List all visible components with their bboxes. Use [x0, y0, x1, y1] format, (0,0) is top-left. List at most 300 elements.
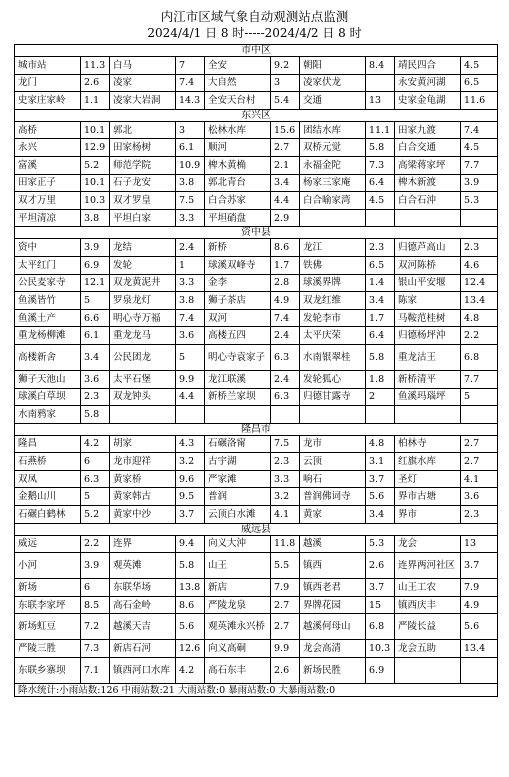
rainfall-value: 4.9 [271, 292, 300, 310]
table-row [15, 139, 498, 157]
rainfall-value: 13.8 [176, 579, 205, 597]
station-name: 双龙红维 [300, 292, 366, 310]
table-row [15, 453, 498, 471]
station-name: 富溪 [15, 156, 81, 174]
rainfall-value: 3.9 [81, 239, 110, 257]
station-name: 界市 [395, 506, 461, 524]
rainfall-value: 7.7 [461, 370, 498, 388]
rainfall-value: 11.3 [81, 57, 110, 75]
station-name: 镇西河口水库 [110, 658, 176, 684]
station-name [395, 658, 461, 684]
rainfall-value: 2.2 [461, 327, 498, 345]
rainfall-value: 8.6 [271, 239, 300, 257]
rainfall-value: 4.2 [81, 435, 110, 453]
station-name: 田家正子 [15, 174, 81, 192]
rainfall-value: 8.4 [366, 57, 395, 75]
station-name: 龙江联溪 [205, 370, 271, 388]
station-name: 全安 [205, 57, 271, 75]
station-name: 山王工农 [395, 579, 461, 597]
rainfall-value: 6.1 [176, 139, 205, 157]
section-header-row [15, 109, 498, 121]
station-name: 金鹅山川 [15, 488, 81, 506]
rainfall-value: 2.6 [366, 553, 395, 579]
station-name [300, 406, 366, 424]
table-row [15, 388, 498, 406]
station-name: 柏林寺 [395, 435, 461, 453]
station-name: 双才万里 [15, 192, 81, 210]
station-name: 黄家韩古 [110, 488, 176, 506]
station-name: 双龙黄泥井 [110, 274, 176, 292]
rainfall-value: 6.3 [271, 344, 300, 370]
station-name: 铁佛 [300, 256, 366, 274]
rainfall-value: 13.4 [461, 292, 498, 310]
table-row [15, 292, 498, 310]
rainfall-value: 2.3 [81, 388, 110, 406]
section-header-row [15, 423, 498, 435]
station-name: 鱼溪土产 [15, 309, 81, 327]
station-name: 白合苏家 [205, 192, 271, 210]
station-name: 重龙龙马 [110, 327, 176, 345]
rainfall-value: 2.6 [81, 74, 110, 92]
rainfall-value: 5 [81, 292, 110, 310]
rainfall-value [461, 406, 498, 424]
rainfall-value: 1 [176, 256, 205, 274]
station-name: 发轮 [110, 256, 176, 274]
rainfall-value: 6.9 [366, 658, 395, 684]
station-name: 连界两河社区 [395, 553, 461, 579]
rainfall-value: 3.7 [176, 506, 205, 524]
rainfall-value: 7.3 [81, 640, 110, 658]
rainfall-value: 5 [176, 344, 205, 370]
rainfall-value: 3 [176, 121, 205, 139]
station-name: 东联华场 [110, 579, 176, 597]
section-name: 隆昌市 [15, 423, 498, 435]
rainfall-value: 3.8 [81, 209, 110, 227]
rainfall-value: 4.3 [176, 435, 205, 453]
station-name: 重龙沽王 [395, 344, 461, 370]
rainfall-value: 7 [176, 57, 205, 75]
station-name: 大自然 [205, 74, 271, 92]
table-row [15, 435, 498, 453]
rainfall-value: 10.1 [81, 174, 110, 192]
rainfall-value: 9.6 [176, 470, 205, 488]
table-row [15, 658, 498, 684]
rainfall-value: 6.5 [366, 256, 395, 274]
rainfall-value: 3.3 [176, 209, 205, 227]
rainfall-value: 3.1 [366, 453, 395, 471]
station-name: 小河 [15, 553, 81, 579]
station-name: 郭北 [110, 121, 176, 139]
rainfall-value: 10.3 [366, 640, 395, 658]
table-row [15, 640, 498, 658]
rainfall-value [271, 406, 300, 424]
table-row [15, 327, 498, 345]
station-name: 新场民胜 [300, 658, 366, 684]
rainfall-value: 3.9 [461, 174, 498, 192]
station-name: 归德甘露寺 [300, 388, 366, 406]
rainfall-value: 6.8 [461, 344, 498, 370]
station-name: 平坦清凉 [15, 209, 81, 227]
station-name: 高桥 [15, 121, 81, 139]
rainfall-value: 2.4 [271, 370, 300, 388]
rainfall-value: 5.3 [366, 535, 395, 553]
rainfall-value [461, 658, 498, 684]
rainfall-value: 13 [461, 535, 498, 553]
rainfall-value: 4.4 [271, 192, 300, 210]
station-name: 云顶白水滩 [205, 506, 271, 524]
page-title: 内江市区域气象自动观测站点监测 [160, 9, 349, 24]
station-name: 顺河 [205, 139, 271, 157]
station-name: 高楼新舍 [15, 344, 81, 370]
station-name: 云顶 [300, 453, 366, 471]
rainfall-value: 1.1 [81, 92, 110, 110]
section-header-row [15, 45, 498, 57]
table-row [15, 209, 498, 227]
station-name: 龙市迎祥 [110, 453, 176, 471]
rainfall-value: 7.4 [461, 121, 498, 139]
rainfall-value: 3.8 [176, 292, 205, 310]
rainfall-value: 6.6 [81, 309, 110, 327]
station-name: 胡家 [110, 435, 176, 453]
rainfall-value: 9.9 [176, 370, 205, 388]
rainfall-value: 1.4 [366, 274, 395, 292]
rainfall-value: 3.2 [271, 488, 300, 506]
rainfall-value: 3.4 [366, 506, 395, 524]
rainfall-value: 5.8 [366, 139, 395, 157]
station-name: 史家金龟湖 [395, 92, 461, 110]
station-name: 观英滩 [110, 553, 176, 579]
station-name: 平坦硝盘 [205, 209, 271, 227]
station-name: 双河陈桥 [395, 256, 461, 274]
station-name: 资中 [15, 239, 81, 257]
station-table [14, 44, 498, 697]
rainfall-value: 3 [271, 74, 300, 92]
rainfall-value: 5.8 [81, 406, 110, 424]
station-name: 向义大沖 [205, 535, 271, 553]
station-name: 新店石河 [110, 640, 176, 658]
station-name: 凌家 [110, 74, 176, 92]
rainfall-value: 2.1 [271, 156, 300, 174]
rainfall-value: 4.1 [271, 506, 300, 524]
rainfall-value: 3.6 [81, 370, 110, 388]
rainfall-value: 2.8 [271, 274, 300, 292]
rainfall-value: 2.7 [461, 453, 498, 471]
rainfall-value: 3.4 [271, 174, 300, 192]
rainfall-value: 4.2 [176, 658, 205, 684]
station-name: 白合石沖 [395, 192, 461, 210]
table-row [15, 92, 498, 110]
rainfall-value: 4.1 [461, 470, 498, 488]
rainfall-value: 8.5 [81, 596, 110, 614]
station-name: 严陵三胜 [15, 640, 81, 658]
station-name: 界牌花园 [300, 596, 366, 614]
table-row [15, 57, 498, 75]
rainfall-value: 7.3 [366, 156, 395, 174]
rainfall-value: 12.4 [461, 274, 498, 292]
station-name: 归德芦高山 [395, 239, 461, 257]
rainfall-value: 4.5 [461, 57, 498, 75]
station-name: 石子龙安 [110, 174, 176, 192]
station-name: 双才罗皇 [110, 192, 176, 210]
station-name: 陈家 [395, 292, 461, 310]
rainfall-value: 4.4 [176, 388, 205, 406]
station-name: 金李 [205, 274, 271, 292]
station-name: 团结水库 [300, 121, 366, 139]
station-name: 东联李家坪 [15, 596, 81, 614]
station-name: 交通 [300, 92, 366, 110]
rainfall-value: 7.5 [176, 192, 205, 210]
station-name [205, 406, 271, 424]
station-name: 新桥清平 [395, 370, 461, 388]
rainfall-value: 2.3 [366, 239, 395, 257]
rainfall-value: 5.8 [366, 344, 395, 370]
station-name: 龙门 [15, 74, 81, 92]
station-name: 归德杨坪沖 [395, 327, 461, 345]
rainfall-value: 5.8 [176, 553, 205, 579]
rainfall-value: 13 [366, 92, 395, 110]
rainfall-value: 11.8 [271, 535, 300, 553]
station-name: 鱼溪玛瑙坪 [395, 388, 461, 406]
rainfall-value: 7.1 [81, 658, 110, 684]
station-name: 山王 [205, 553, 271, 579]
rainfall-value: 3.6 [176, 327, 205, 345]
section-name: 威远县 [15, 523, 498, 535]
station-name: 白马 [110, 57, 176, 75]
rainfall-value: 3.7 [366, 579, 395, 597]
rainfall-value: 14.3 [176, 92, 205, 110]
station-name: 新店 [205, 579, 271, 597]
station-name: 银山平安堰 [395, 274, 461, 292]
station-name: 响石 [300, 470, 366, 488]
station-name: 椑木黄桷 [205, 156, 271, 174]
station-name: 双凤 [15, 470, 81, 488]
station-name: 城市站 [15, 57, 81, 75]
rainfall-value: 12.1 [81, 274, 110, 292]
rainfall-value: 3.7 [366, 470, 395, 488]
station-name: 黄家桥 [110, 470, 176, 488]
rainfall-value: 15 [366, 596, 395, 614]
table-row [15, 506, 498, 524]
rainfall-value: 5.6 [461, 614, 498, 640]
station-name: 郭北青台 [205, 174, 271, 192]
station-name: 平坦白家 [110, 209, 176, 227]
station-name: 越溪 [300, 535, 366, 553]
rainfall-value: 2.6 [271, 658, 300, 684]
station-name: 球溪双峰寺 [205, 256, 271, 274]
rainfall-value: 7.2 [81, 614, 110, 640]
station-name [395, 209, 461, 227]
rainfall-value: 2.3 [461, 506, 498, 524]
table-row [15, 74, 498, 92]
rainfall-value: 5.2 [81, 156, 110, 174]
rainfall-value: 6.5 [461, 74, 498, 92]
rainfall-value: 2.7 [271, 614, 300, 640]
rainfall-value: 9.2 [271, 57, 300, 75]
rainfall-value: 12.6 [176, 640, 205, 658]
station-name: 球溪白草坝 [15, 388, 81, 406]
station-name: 严家滩 [205, 470, 271, 488]
station-name: 全安天台村 [205, 92, 271, 110]
station-name: 龙会五助 [395, 640, 461, 658]
station-name: 永兴 [15, 139, 81, 157]
station-name: 双龙钟头 [110, 388, 176, 406]
rainfall-value: 4.5 [461, 139, 498, 157]
rainfall-value: 5 [461, 388, 498, 406]
rainfall-value: 15.6 [271, 121, 300, 139]
rainfall-value: 12.9 [81, 139, 110, 157]
rainfall-value: 2.7 [271, 596, 300, 614]
table-row [15, 614, 498, 640]
station-name: 红旗水库 [395, 453, 461, 471]
station-name: 田家杨树 [110, 139, 176, 157]
station-name: 越溪天吉 [110, 614, 176, 640]
rainfall-value [461, 209, 498, 227]
table-row [15, 256, 498, 274]
rainfall-value [366, 74, 395, 92]
station-name: 球溪界牌 [300, 274, 366, 292]
rainfall-value: 7.4 [176, 309, 205, 327]
station-name: 水南鸦家 [15, 406, 81, 424]
station-name: 界市古塘 [395, 488, 461, 506]
rainfall-value: 5.5 [271, 553, 300, 579]
station-name: 观英滩永兴桥 [205, 614, 271, 640]
station-name: 田家九渡 [395, 121, 461, 139]
rainfall-value: 6.8 [366, 614, 395, 640]
rainfall-value: 6.3 [81, 470, 110, 488]
table-row [15, 470, 498, 488]
rainfall-value: 3.8 [176, 174, 205, 192]
date-range: 2024/4/1 日 8 时-----2024/4/2 日 8 时 [147, 26, 362, 40]
rainfall-value: 10.9 [176, 156, 205, 174]
rainfall-value: 4.6 [461, 256, 498, 274]
station-name: 马鞍范桂树 [395, 309, 461, 327]
rainfall-value: 5.6 [366, 488, 395, 506]
rainfall-value: 1.7 [271, 256, 300, 274]
table-row [15, 370, 498, 388]
rainfall-value: 9.4 [176, 535, 205, 553]
rainfall-value: 3.7 [461, 553, 498, 579]
rainfall-value: 2 [366, 388, 395, 406]
table-row [15, 344, 498, 370]
rainfall-value: 7.4 [271, 309, 300, 327]
table-row [15, 406, 498, 424]
rainfall-value: 2.3 [271, 453, 300, 471]
station-name: 东联乡寨坝 [15, 658, 81, 684]
station-name: 普润佛词寺 [300, 488, 366, 506]
station-name: 威远 [15, 535, 81, 553]
rainfall-value: 5.6 [176, 614, 205, 640]
rainfall-value: 6 [81, 453, 110, 471]
station-name: 新场虹豆 [15, 614, 81, 640]
station-name: 高楼五四 [205, 327, 271, 345]
station-name: 龙会 [395, 535, 461, 553]
table-row [15, 121, 498, 139]
station-name: 公民团龙 [110, 344, 176, 370]
station-name: 松林水库 [205, 121, 271, 139]
rainfall-value: 1.8 [366, 370, 395, 388]
station-name: 发轮狐心 [300, 370, 366, 388]
station-name: 水南银翠桂 [300, 344, 366, 370]
rainfall-value: 6.4 [366, 327, 395, 345]
rainfall-value: 6.4 [366, 174, 395, 192]
rainfall-value: 2.2 [81, 535, 110, 553]
rainfall-value: 4.5 [366, 192, 395, 210]
station-name: 向义高硐 [205, 640, 271, 658]
station-name: 石碾洛甯 [205, 435, 271, 453]
rainfall-value: 7.4 [176, 74, 205, 92]
table-row [15, 535, 498, 553]
rainfall-value: 5.4 [271, 92, 300, 110]
station-name: 椑木新渡 [395, 174, 461, 192]
section-name: 资中县 [15, 227, 498, 239]
table-row [15, 192, 498, 210]
rainfall-value: 4.8 [461, 309, 498, 327]
rainfall-value: 3.9 [81, 553, 110, 579]
station-name: 新场 [15, 579, 81, 597]
table-row [15, 488, 498, 506]
rainfall-value: 5 [81, 488, 110, 506]
station-name: 严陵长益 [395, 614, 461, 640]
rainfall-value [366, 406, 395, 424]
rainfall-value: 3.3 [271, 470, 300, 488]
station-name: 重龙杨柳滩 [15, 327, 81, 345]
rainfall-value: 5.3 [461, 192, 498, 210]
table-row [15, 309, 498, 327]
station-name: 镇西老君 [300, 579, 366, 597]
station-name: 严陵龙泉 [205, 596, 271, 614]
station-name: 普润 [205, 488, 271, 506]
rainfall-value: 6 [81, 579, 110, 597]
station-name: 史家庄家岭 [15, 92, 81, 110]
table-row [15, 239, 498, 257]
station-name: 太平石堡 [110, 370, 176, 388]
station-name [395, 406, 461, 424]
rainfall-value: 3.4 [81, 344, 110, 370]
station-name: 镇西庆丰 [395, 596, 461, 614]
station-name: 师范学院 [110, 156, 176, 174]
station-name: 高石东丰 [205, 658, 271, 684]
rainfall-value: 6.1 [81, 327, 110, 345]
rainfall-value: 2.9 [271, 209, 300, 227]
rainfall-value: 10.3 [81, 192, 110, 210]
rainfall-value: 7.9 [461, 579, 498, 597]
precipitation-summary: 降水统计:小雨站数:126 中雨站数:21 大雨站数:0 暴雨站数:0 大暴雨站数:0 [15, 684, 498, 697]
station-name: 狮子天池山 [15, 370, 81, 388]
station-name: 太平红门 [15, 256, 81, 274]
station-name: 白合交通 [395, 139, 461, 157]
station-name: 罗泉龙灯 [110, 292, 176, 310]
rainfall-value [176, 406, 205, 424]
station-name: 明心寺万福 [110, 309, 176, 327]
station-name: 杨家三家庵 [300, 174, 366, 192]
rainfall-value: 7.9 [271, 579, 300, 597]
station-name: 朝阳 [300, 57, 366, 75]
station-name: 公民麦家寺 [15, 274, 81, 292]
rainfall-value: 5.2 [81, 506, 110, 524]
section-name: 东兴区 [15, 109, 498, 121]
station-name: 白合喻家湾 [300, 192, 366, 210]
table-row [15, 596, 498, 614]
rainfall-value: 4.8 [366, 435, 395, 453]
station-name: 永福金陀 [300, 156, 366, 174]
station-name: 高石金岭 [110, 596, 176, 614]
rainfall-value: 13.4 [461, 640, 498, 658]
station-name: 双河 [205, 309, 271, 327]
rainfall-value: 11.1 [366, 121, 395, 139]
station-name: 龙会高清 [300, 640, 366, 658]
station-name: 龙市 [300, 435, 366, 453]
station-name: 黄家 [300, 506, 366, 524]
